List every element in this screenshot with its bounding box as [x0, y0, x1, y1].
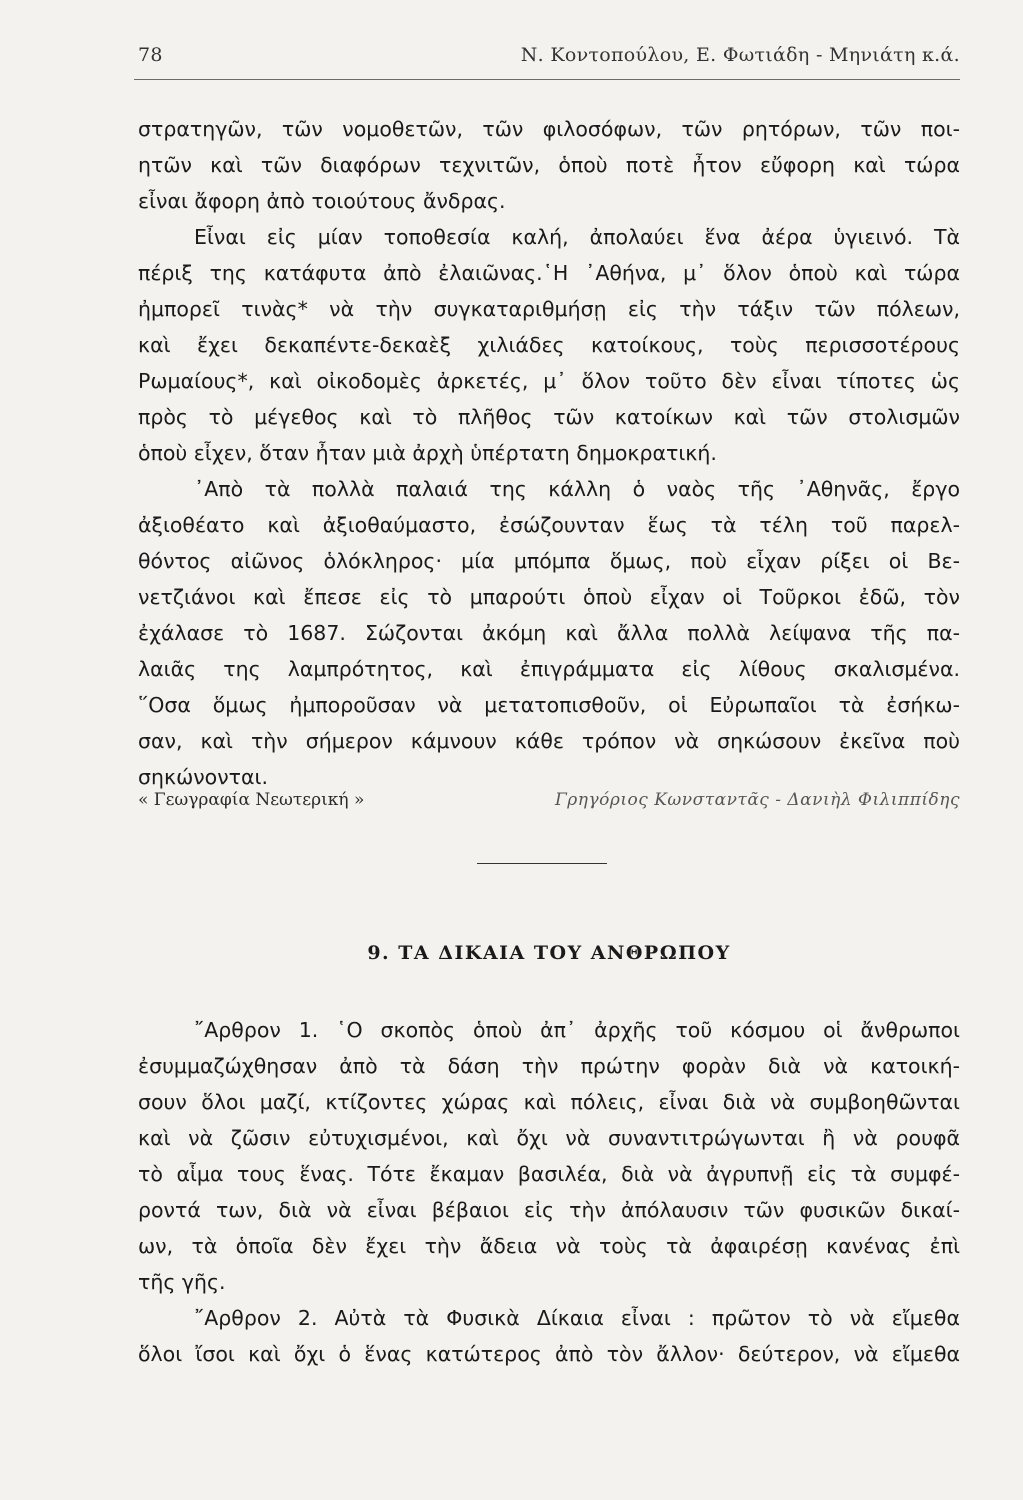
header-rule	[134, 79, 960, 80]
text-line: σαν, καὶ τὴν σήμερον κάμνουν κάθε τρόπον νὰ σηκώσουν ἐκεῖνα ποὺ	[138, 729, 960, 753]
text-line: ἐσυμμαζώχθησαν ἀπὸ τὰ δάση τὴν πρώτην φορὰν διὰ νὰ κατοική-	[138, 1054, 960, 1078]
text-line: τῆς γῆς.	[138, 1270, 226, 1294]
section-title: 9. ΤΑ ΔΙΚΑΙΑ ΤΟΥ ΑΝΘΡΩΠΟΥ	[367, 942, 731, 964]
text-line: ἀξιοθέατο καὶ ἀξιοθαύμαστο, ἐσώζουνταν ἕως τὰ τέλη τοῦ παρελ-	[138, 513, 960, 537]
text-line: ῎Αρθρον 1. ῾Ο σκοπὸς ὁποὺ ἀπ᾿ ἀρχῆς τοῦ κόσμου οἱ ἄνθρωποι	[194, 1018, 960, 1042]
page-header	[138, 38, 960, 78]
text-line: πρὸς τὸ μέγεθος καὶ τὸ πλῆθος τῶν κατοίκων καὶ τῶν στολισμῶν	[138, 405, 960, 429]
text-line: εἶναι ἄφορη ἀπὸ τοιούτους ἄνδρας.	[138, 189, 506, 213]
section-text	[138, 1012, 960, 1372]
text-line: Ρωμαίους*, καὶ οἰκοδομὲς ἀρκετές, μ᾿ ὅλον τοῦτο δὲν εἶναι τίποτες ὡς	[138, 369, 960, 393]
text-line: Εἶναι εἰς μίαν τοποθεσία καλή, ἀπολαύει ἕνα ἀέρα ὑγιεινό. Τὰ	[194, 225, 960, 249]
text-line: ων, τὰ ὁποῖα δὲν ἔχει τὴν ἄδεια νὰ τοὺς τὰ ἀφαιρέσῃ κανένας ἐπὶ	[138, 1234, 960, 1258]
text-line: ῎Αρθρον 2. Αὐτὰ τὰ Φυσικὰ Δίκαια εἶναι : πρῶτον τὸ νὰ εἴμεθα	[194, 1306, 960, 1330]
running-head: Ν. Κοντοπούλου, Ε. Φωτιάδη - Μηνιάτη κ.ά.	[520, 44, 960, 66]
page-number: 78	[138, 44, 163, 66]
text-line: ῞Οσα ὅμως ἠμποροῦσαν νὰ μετατοπισθοῦν, οἱ Εὐρωπαῖοι τὰ ἐσήκω-	[138, 693, 960, 717]
text-line: λαιᾶς της λαμπρότητος, καὶ ἐπιγράμματα εἰς λίθους σκαλισμένα.	[138, 657, 960, 681]
text-line: καὶ νὰ ζῶσιν εὐτυχισμένοι, καὶ ὄχι νὰ συναντιτρώγωνται ἢ νὰ ρουφᾶ	[138, 1126, 960, 1150]
text-line: ροντά των, διὰ νὰ εἶναι βέβαιοι εἰς τὴν ἀπόλαυσιν τῶν φυσικῶν δικαί-	[138, 1198, 960, 1222]
text-line: ἐχάλασε τὸ 1687. Σώζονται ἀκόμη καὶ ἄλλα πολλὰ λείψανα τῆς πα-	[138, 621, 960, 645]
text-line: νετζιάνοι καὶ ἔπεσε εἰς τὸ μπαρούτι ὁποὺ εἶχαν οἱ Τοῦρκοι ἐδῶ, τὸν	[138, 585, 960, 609]
text-line: ἠμπορεῖ τινὰς* νὰ τὴν συγκαταριθμήσῃ εἰς τὴν τάξιν τῶν πόλεων,	[138, 297, 960, 321]
text-line: ὁποὺ εἶχεν, ὅταν ἦταν μιὰ ἀρχὴ ὑπέρτατη δημοκρατική.	[138, 441, 717, 465]
text-line: τὸ αἷμα τους ἕνας. Τότε ἔκαμαν βασιλέα, διὰ νὰ ἀγρυπνῇ εἰς τὰ συμφέ-	[138, 1162, 960, 1186]
source-title: « Γεωγραφία Νεωτερική »	[138, 790, 365, 810]
source-authors: Γρηγόριος Κωνσταντᾶς - Δανιὴλ Φιλιππίδης	[555, 790, 960, 810]
text-line: πέριξ της κατάφυτα ἀπὸ ἐλαιῶνας.῾Η ᾿Αθήνα, μ᾿ ὅλον ὁποὺ καὶ τώρα	[138, 261, 960, 285]
text-line: σηκώνονται.	[138, 765, 268, 789]
text-line: καὶ ἔχει δεκαπέντε-δεκαὲξ χιλιάδες κατοίκους, τοὺς περισσοτέρους	[138, 333, 960, 357]
passage-text	[138, 111, 960, 795]
text-line: ητῶν καὶ τῶν διαφόρων τεχνιτῶν, ὁποὺ ποτὲ ἦτον εὔφορη καὶ τώρα	[138, 153, 960, 177]
text-line: σουν ὅλοι μαζί, κτίζοντες χώρας καὶ πόλεις, εἶναι διὰ νὰ συμβοηθῶνται	[138, 1090, 960, 1114]
text-line: ὅλοι ἴσοι καὶ ὄχι ὁ ἕνας κατώτερος ἀπὸ τὸν ἄλλον· δεύτερον, νὰ εἴμεθα	[138, 1342, 960, 1366]
source-citation	[138, 790, 960, 820]
text-line: θόντος αἰῶνος ὁλόκληρος· μία μπόμπα ὅμως, ποὺ εἶχαν ρίξει οἱ Βε-	[138, 549, 960, 573]
text-line: ᾿Απὸ τὰ πολλὰ παλαιά της κάλλη ὁ ναὸς τῆς ᾿Αθηνᾶς, ἔργο	[194, 477, 960, 501]
text-line: στρατηγῶν, τῶν νομοθετῶν, τῶν φιλοσόφων, τῶν ρητόρων, τῶν ποι-	[138, 117, 960, 141]
section-separator	[477, 863, 607, 864]
